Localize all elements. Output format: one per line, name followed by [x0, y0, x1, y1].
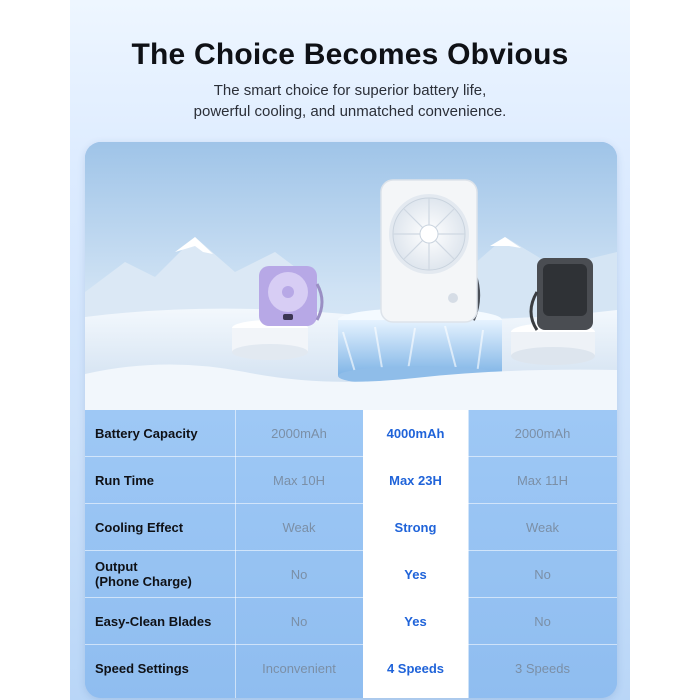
row-label: Run Time [95, 472, 154, 488]
competitor-a-value: Weak [282, 519, 316, 535]
competitor-a-value: No [290, 566, 308, 582]
row-label [95, 551, 245, 597]
competitor-b-value: 2000mAh [514, 425, 571, 441]
competitor-b-value: Max 11H [516, 472, 569, 488]
highlight-value: Strong [394, 519, 437, 535]
table-row [85, 645, 617, 691]
table-row [85, 551, 617, 598]
row-label: Easy-Clean Blades [95, 613, 212, 629]
highlight-value: 4 Speeds [386, 660, 445, 676]
table-row [85, 457, 617, 504]
row-label: Cooling Effect [95, 519, 184, 535]
comparison-table [85, 410, 617, 698]
row-label: Battery Capacity [95, 425, 198, 441]
highlight-value: 4000mAh [386, 425, 445, 441]
product-scene-image [85, 142, 617, 410]
table-row [85, 504, 617, 551]
competitor-a-value: Max 10H [272, 472, 326, 488]
highlight-value: Yes [404, 613, 427, 629]
competitor-a-value: No [290, 613, 308, 629]
table-row [85, 410, 617, 457]
competitor-a-value: 2000mAh [271, 425, 327, 441]
competitor-b-value: Weak [526, 519, 559, 535]
page-title: The Choice Becomes Obvious [131, 38, 569, 71]
highlight-value: Max 23H [389, 472, 442, 488]
competitor-b-value: 3 Speeds [515, 660, 570, 676]
row-label: Speed Settings [95, 660, 189, 676]
page-subtitle [110, 80, 590, 122]
comparison-card [85, 142, 617, 698]
competitor-b-value: No [534, 613, 551, 629]
competitor-b-value: No [534, 566, 551, 582]
product-comparison-banner [70, 0, 630, 700]
highlight-value: Yes [404, 566, 427, 582]
competitor-a-value: Inconvenient [262, 660, 336, 676]
row-label-line-2: (Phone Charge) [95, 574, 192, 589]
subtitle-line-1: The smart choice for superior battery life, [213, 82, 487, 99]
row-label-line-1: Output [95, 559, 138, 574]
subtitle-line-2: powerful cooling, and unmatched convenience. [193, 103, 507, 120]
table-row [85, 598, 617, 645]
